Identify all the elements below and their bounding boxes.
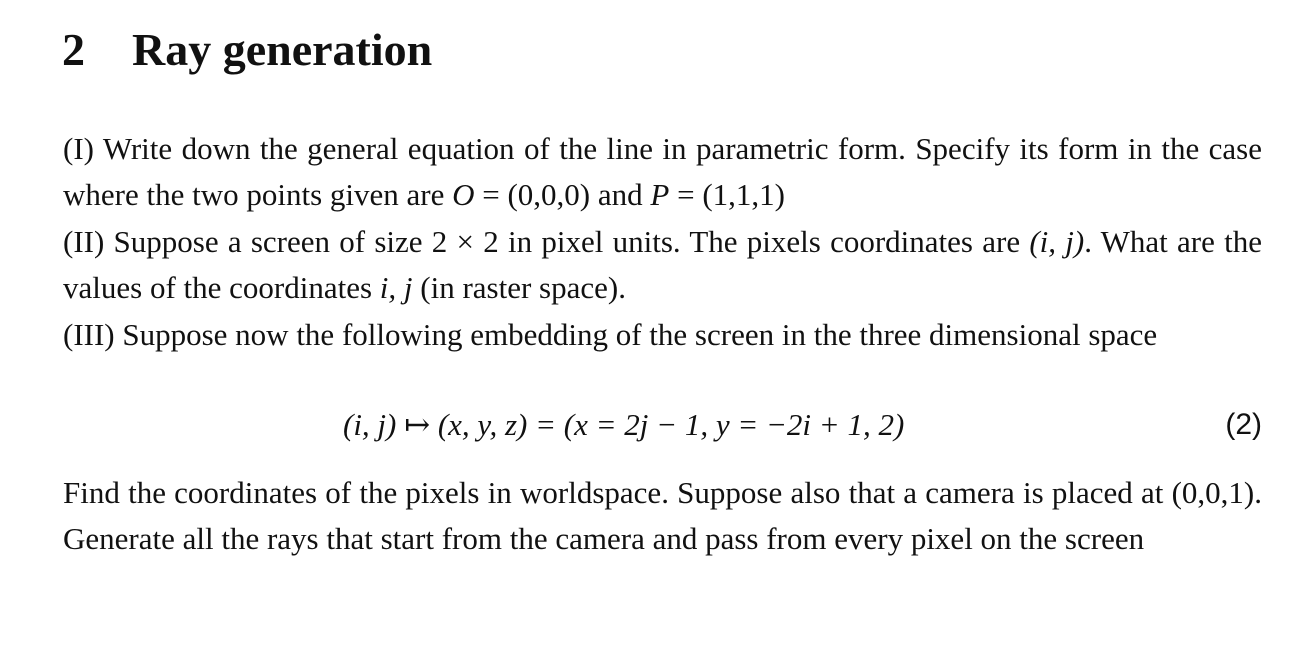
point-p-label: P	[650, 177, 670, 213]
section-heading	[62, 22, 432, 78]
and-word: and	[597, 177, 651, 213]
exercise-body	[63, 126, 1262, 358]
part-2-paragraph	[63, 219, 1262, 312]
part-1-paragraph	[63, 126, 1262, 219]
ij-symbol: i, j	[379, 270, 413, 306]
part-3-paragraph	[63, 312, 1262, 358]
part-2-text-b: . What are the values of the coordinates	[63, 223, 1262, 306]
point-o-coords: = (0,0,0)	[474, 177, 598, 213]
closing-text-b: . Generate all the rays that start from the camera and pass from every pixel on the screen	[63, 475, 1262, 557]
equation-formula: (i, j) ↦ (x, y, z) = (x = 2j − 1, y = −2i + 1, 2)	[343, 407, 905, 442]
part-2-text: (II) Suppose a screen of size 2 × 2 in pixel units. The pixels coordinates are	[63, 223, 1030, 259]
closing-paragraph	[63, 470, 1262, 563]
closing-text: Find the coordinates of the pixels in worldspace. Suppose also that a camera is placed at	[63, 475, 1172, 510]
point-p-coords: = (1,1,1)	[669, 177, 785, 213]
point-o-label: O	[452, 177, 475, 213]
part-3-text: (III) Suppose now the following embedding of the screen in the three dimensional space	[63, 316, 1158, 352]
display-equation	[63, 402, 1262, 448]
camera-position: (0,0,1)	[1171, 475, 1255, 510]
part-1-text: (I) Write down the general equation of the line in parametric form. Specify its form in the case where the two points given are	[63, 131, 1262, 213]
section-title: Ray generation	[132, 24, 433, 75]
pixel-coords-symbol: (i, j)	[1029, 223, 1085, 259]
closing-body	[63, 470, 1262, 563]
section-number: 2	[62, 24, 85, 75]
equation-number: (2)	[1225, 408, 1262, 441]
part-2-text-c: (in raster space).	[412, 270, 626, 306]
